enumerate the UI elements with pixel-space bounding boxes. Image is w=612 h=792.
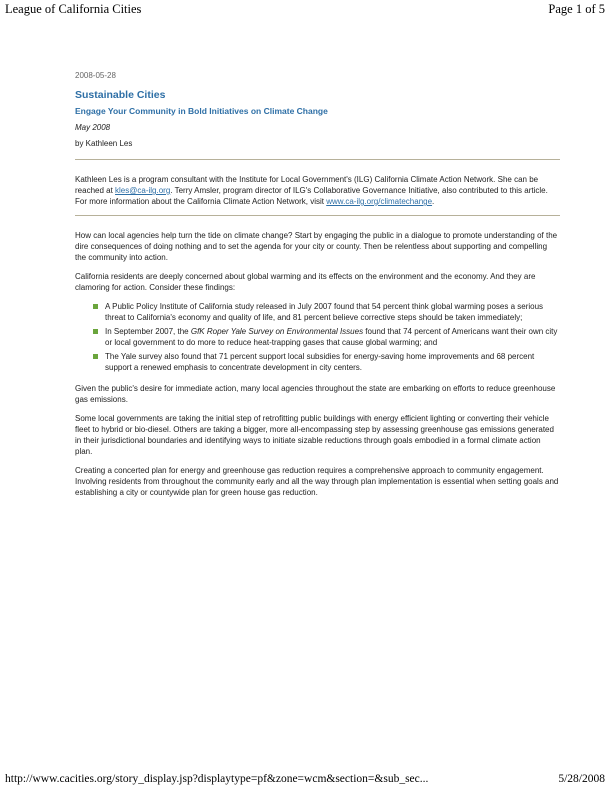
publication-date: May 2008 [75,123,111,132]
list-item: In September 2007, the GfK Roper Yale Survey on Environmental Issues found that 74 percent of Americans want their own city or local government to do more to reduce heat-trapping gases that cause global warming; and [105,326,560,348]
article-title: Sustainable Cities [75,89,166,101]
findings-list [75,301,560,373]
print-footer-date: 5/28/2008 [558,773,605,785]
article-date: 2008-05-28 [75,71,116,80]
article-subtitle: Engage Your Community in Bold Initiatives on Climate Change [75,106,328,116]
print-header-site: League of California Cities [5,2,142,16]
print-header-page: Page 1 of 5 [548,2,605,16]
divider [75,159,560,160]
paragraph-retrofit: Some local governments are taking the initial step of retrofitting public buildings with energy efficient lighting or converting their vehicle fleet to hybrid or bio-diesel. Others are taking a bigger, more all-encompassing step by assessing greenhouse gas emissions generated in their jurisdictional boundaries and identifying ways to initiate sizable reductions through goals embodied in a formal climate action plan. [75,414,554,456]
author-bio: Kathleen Les is a program consultant with the Institute for Local Government's (ILG) California Climate Action Network. She can be reached at kles@ca-ilg.org. Terry Amsler, program director of ILG's Collaborative Governance Initiative, also contributed to this article. For more information about the California Climate Action Network, visit www.ca-ilg.org/climatechange. [75,175,548,206]
divider [75,215,560,216]
author-email-link[interactable]: kles@ca-ilg.org [115,186,171,195]
paragraph-intro: How can local agencies help turn the tide on climate change? Start by engaging the public in a dialogue to promote understanding of the dire consequences of doing nothing and to set the agenda for your city or county. Then be relentless about supporting and compelling the community into action. [75,231,558,262]
list-item: A Public Policy Institute of California study released in July 2007 found that 54 percent think global warming poses a serious threat to California's economy and quality of life, and 81 percent believe corrective steps should be taken immediately; [105,301,560,323]
bullet-icon [93,354,98,359]
byline: by Kathleen Les [75,139,133,148]
paragraph-plan: Creating a concerted plan for energy and greenhouse gas reduction requires a comprehensive approach to community engagement. Involving residents from throughout the community early and all the way through plan implementation is essential when setting goals and establishing a city or countywide plan for green house gas reduction. [75,466,559,497]
climate-change-link[interactable]: www.ca-ilg.org/climatechange [326,197,433,206]
bullet-icon [93,304,98,309]
article [75,70,560,506]
paragraph-action: Given the public's desire for immediate action, many local agencies throughout the state are embarking on efforts to reduce greenhouse gas emissions. [75,384,556,404]
print-footer-url: http://www.cacities.org/story_display.jsp?displaytype=pf&zone=wcm&section=&sub_sec... [5,773,429,785]
list-item: The Yale survey also found that 71 percent support local subsidies for energy-saving home improvements and 68 percent support a renewed emphasis to concentrate development in city centers. [105,351,560,373]
paragraph-residents: California residents are deeply concerned about global warming and its effects on the environment and the economy. And they are clamoring for action. Consider these findings: [75,272,536,292]
bullet-icon [93,329,98,334]
